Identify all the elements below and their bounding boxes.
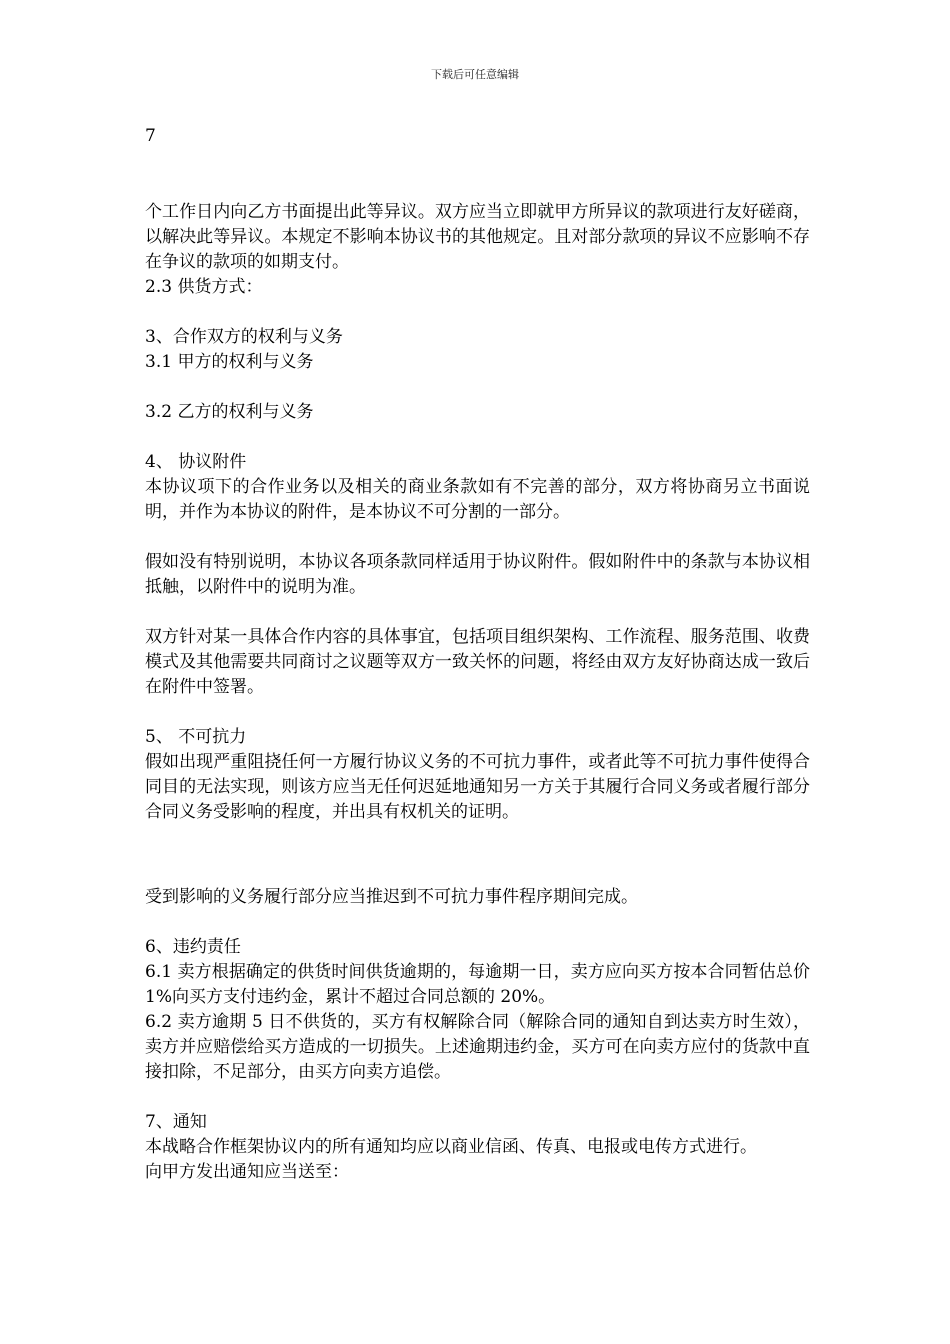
section-heading: 5、 不可抗力 xyxy=(145,727,247,747)
paragraph: 个工作日内向乙方书面提出此等异议。双方应当立即就甲方所异议的款项进行友好磋商，以解决此等异议。本规定不影响本协议书的其他规定。且对部分款项的异议不应影响不存在争议的款项的如期支付。 xyxy=(145,202,810,272)
document-body xyxy=(145,200,810,1185)
paragraph: 双方针对某一具体合作内容的具体事宜，包括项目组织架构、工作流程、服务范围、收费模式及其他需要共同商讨之议题等双方一致关怀的问题，将经由双方友好协商达成一致后在附件中签署。 xyxy=(145,627,810,697)
paragraph: 假如没有特别说明，本协议各项条款同样适用于协议附件。假如附件中的条款与本协议相抵触，以附件中的说明为准。 xyxy=(145,552,810,597)
section-item: 3.2 乙方的权利与义务 xyxy=(145,402,314,422)
section-heading: 7、通知 xyxy=(145,1112,207,1132)
paragraph: 向甲方发出通知应当送至： xyxy=(145,1162,349,1182)
page-header: 下载后可任意编辑 xyxy=(431,68,519,81)
page-number: 7 xyxy=(145,126,156,146)
paragraph: 假如出现严重阻挠任何一方履行协议义务的不可抗力事件，或者此等不可抗力事件使得合同目的无法实现，则该方应当无任何迟延地通知另一方关于其履行合同义务或者履行部分合同义务受影响的程度，并出具有权机关的证明。 xyxy=(145,752,810,822)
paragraph: 本协议项下的合作业务以及相关的商业条款如有不完善的部分，双方将协商另立书面说明，并作为本协议的附件，是本协议不可分割的一部分。 xyxy=(145,477,810,522)
section-heading: 4、 协议附件 xyxy=(145,452,247,472)
paragraph: 受到影响的义务履行部分应当推迟到不可抗力事件程序期间完成。 xyxy=(145,887,638,907)
paragraph: 本战略合作框架协议内的所有通知均应以商业信函、传真、电报或电传方式进行。 xyxy=(145,1137,757,1157)
section-heading: 3、合作双方的权利与义务 xyxy=(145,327,343,347)
section-heading: 6、违约责任 xyxy=(145,937,241,957)
paragraph: 6.2 卖方逾期 5 日不供货的，买方有权解除合同（解除合同的通知自到达卖方时生效），卖方并应赔偿给买方造成的一切损失。上述逾期违约金，买方可在向卖方应付的货款中直接扣除，不足部分，由买方向卖方追偿。 xyxy=(145,1012,810,1082)
section-item: 2.3 供货方式： xyxy=(145,277,263,297)
section-item: 3.1 甲方的权利与义务 xyxy=(145,352,314,372)
paragraph: 6.1 卖方根据确定的供货时间供货逾期的，每逾期一日，卖方应向买方按本合同暂估总价 1%向买方支付违约金，累计不超过合同总额的 20%。 xyxy=(145,962,810,1007)
